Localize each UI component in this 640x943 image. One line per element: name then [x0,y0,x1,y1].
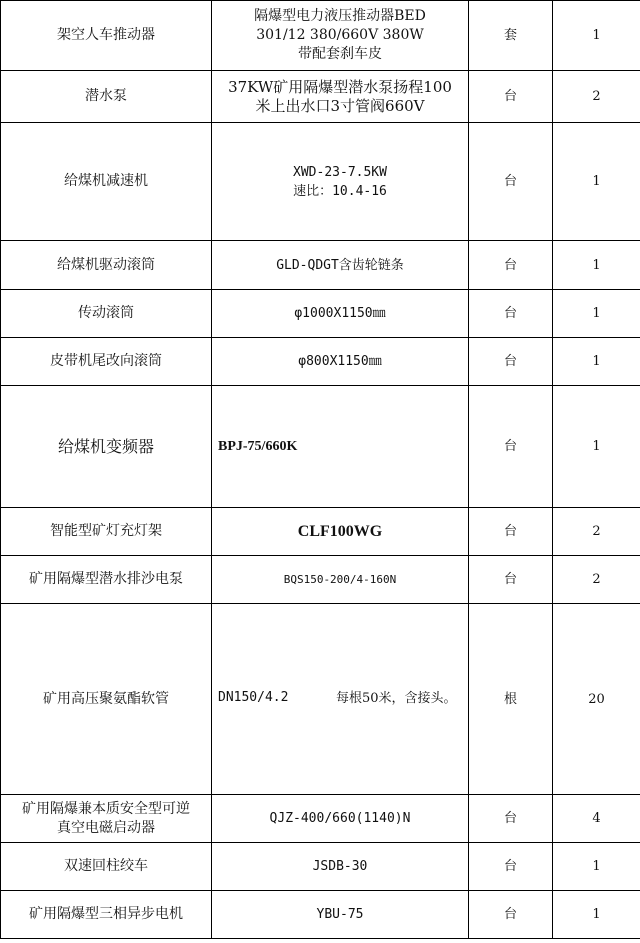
spec-note: 每根50米，含接头。 [336,691,457,706]
spec-line: 隔爆型电力液压推动器BED [254,8,426,24]
item-name: 双速回柱绞车 [1,843,212,891]
table-row [1,241,640,290]
item-unit: 台 [469,795,553,843]
item-quantity: 1 [553,123,640,241]
item-spec: BQS150-200/4-160N [212,556,469,604]
item-spec: φ1000X1150㎜ [212,290,469,338]
table-row [1,604,640,795]
spec-line: 37KW矿用隔爆型潜水泵扬程100 [228,77,452,96]
item-name: 皮带机尾改向滚筒 [1,338,212,386]
item-quantity: 1 [553,338,640,386]
table-row [1,891,640,939]
item-unit: 台 [469,556,553,604]
item-spec: YBU-75 [212,891,469,939]
item-quantity: 1 [553,386,640,508]
spec-line: 301/12 380/660V 380W [256,27,424,43]
item-unit: 台 [469,241,553,290]
item-unit: 台 [469,123,553,241]
table-row [1,556,640,604]
item-name: 矿用隔爆型三相异步电机 [1,891,212,939]
item-unit: 台 [469,508,553,556]
item-spec: GLD-QDGT含齿轮链条 [212,241,469,290]
item-quantity: 1 [553,290,640,338]
spec-line: XWD-23-7.5KW [293,164,387,180]
item-name: 给煤机驱动滚筒 [1,241,212,290]
item-quantity: 2 [553,508,640,556]
item-name: 矿用隔爆型潜水排沙电泵 [1,556,212,604]
item-spec [212,1,469,71]
item-unit: 套 [469,1,553,71]
spec-line: 米上出水口3寸管阀660V [255,96,425,115]
item-quantity: 1 [553,1,640,71]
table-row [1,290,640,338]
item-spec: QJZ-400/660(1140)N [212,795,469,843]
table-row [1,386,640,508]
item-unit: 台 [469,71,553,123]
name-line: 矿用隔爆兼本质安全型可逆 [22,800,190,817]
item-quantity: 4 [553,795,640,843]
item-name: 给煤机减速机 [1,123,212,241]
item-quantity: 1 [553,891,640,939]
item-unit: 台 [469,338,553,386]
item-name: 架空人车推动器 [1,1,212,71]
item-quantity: 2 [553,71,640,123]
table-row [1,843,640,891]
item-spec: BPJ-75/660K [212,386,469,508]
item-unit: 台 [469,386,553,508]
item-name: 矿用高压聚氨酯软管 [1,604,212,795]
spec-line: 带配套刹车皮 [298,46,382,62]
item-unit: 台 [469,843,553,891]
item-name: 潜水泵 [1,71,212,123]
table-row [1,71,640,123]
item-name: 给煤机变频器 [1,386,212,508]
item-unit: 台 [469,290,553,338]
item-name: 智能型矿灯充灯架 [1,508,212,556]
item-spec [212,123,469,241]
item-unit: 台 [469,891,553,939]
table-row [1,508,640,556]
name-line: 真空电磁启动器 [57,819,155,836]
table-row [1,795,640,843]
item-quantity: 20 [553,604,640,795]
item-name: 传动滚筒 [1,290,212,338]
spec-line: 速比：10.4-16 [293,183,387,199]
item-name [1,795,212,843]
spec-model: DN150/4.2 [218,690,289,705]
item-spec [212,604,469,795]
table-row [1,338,640,386]
item-unit: 根 [469,604,553,795]
item-quantity: 2 [553,556,640,604]
item-spec: JSDB-30 [212,843,469,891]
table-row [1,123,640,241]
item-spec: CLF100WG [212,508,469,556]
table-row [1,1,640,71]
item-quantity: 1 [553,241,640,290]
item-spec [212,71,469,123]
item-spec: φ800X1150㎜ [212,338,469,386]
item-quantity: 1 [553,843,640,891]
